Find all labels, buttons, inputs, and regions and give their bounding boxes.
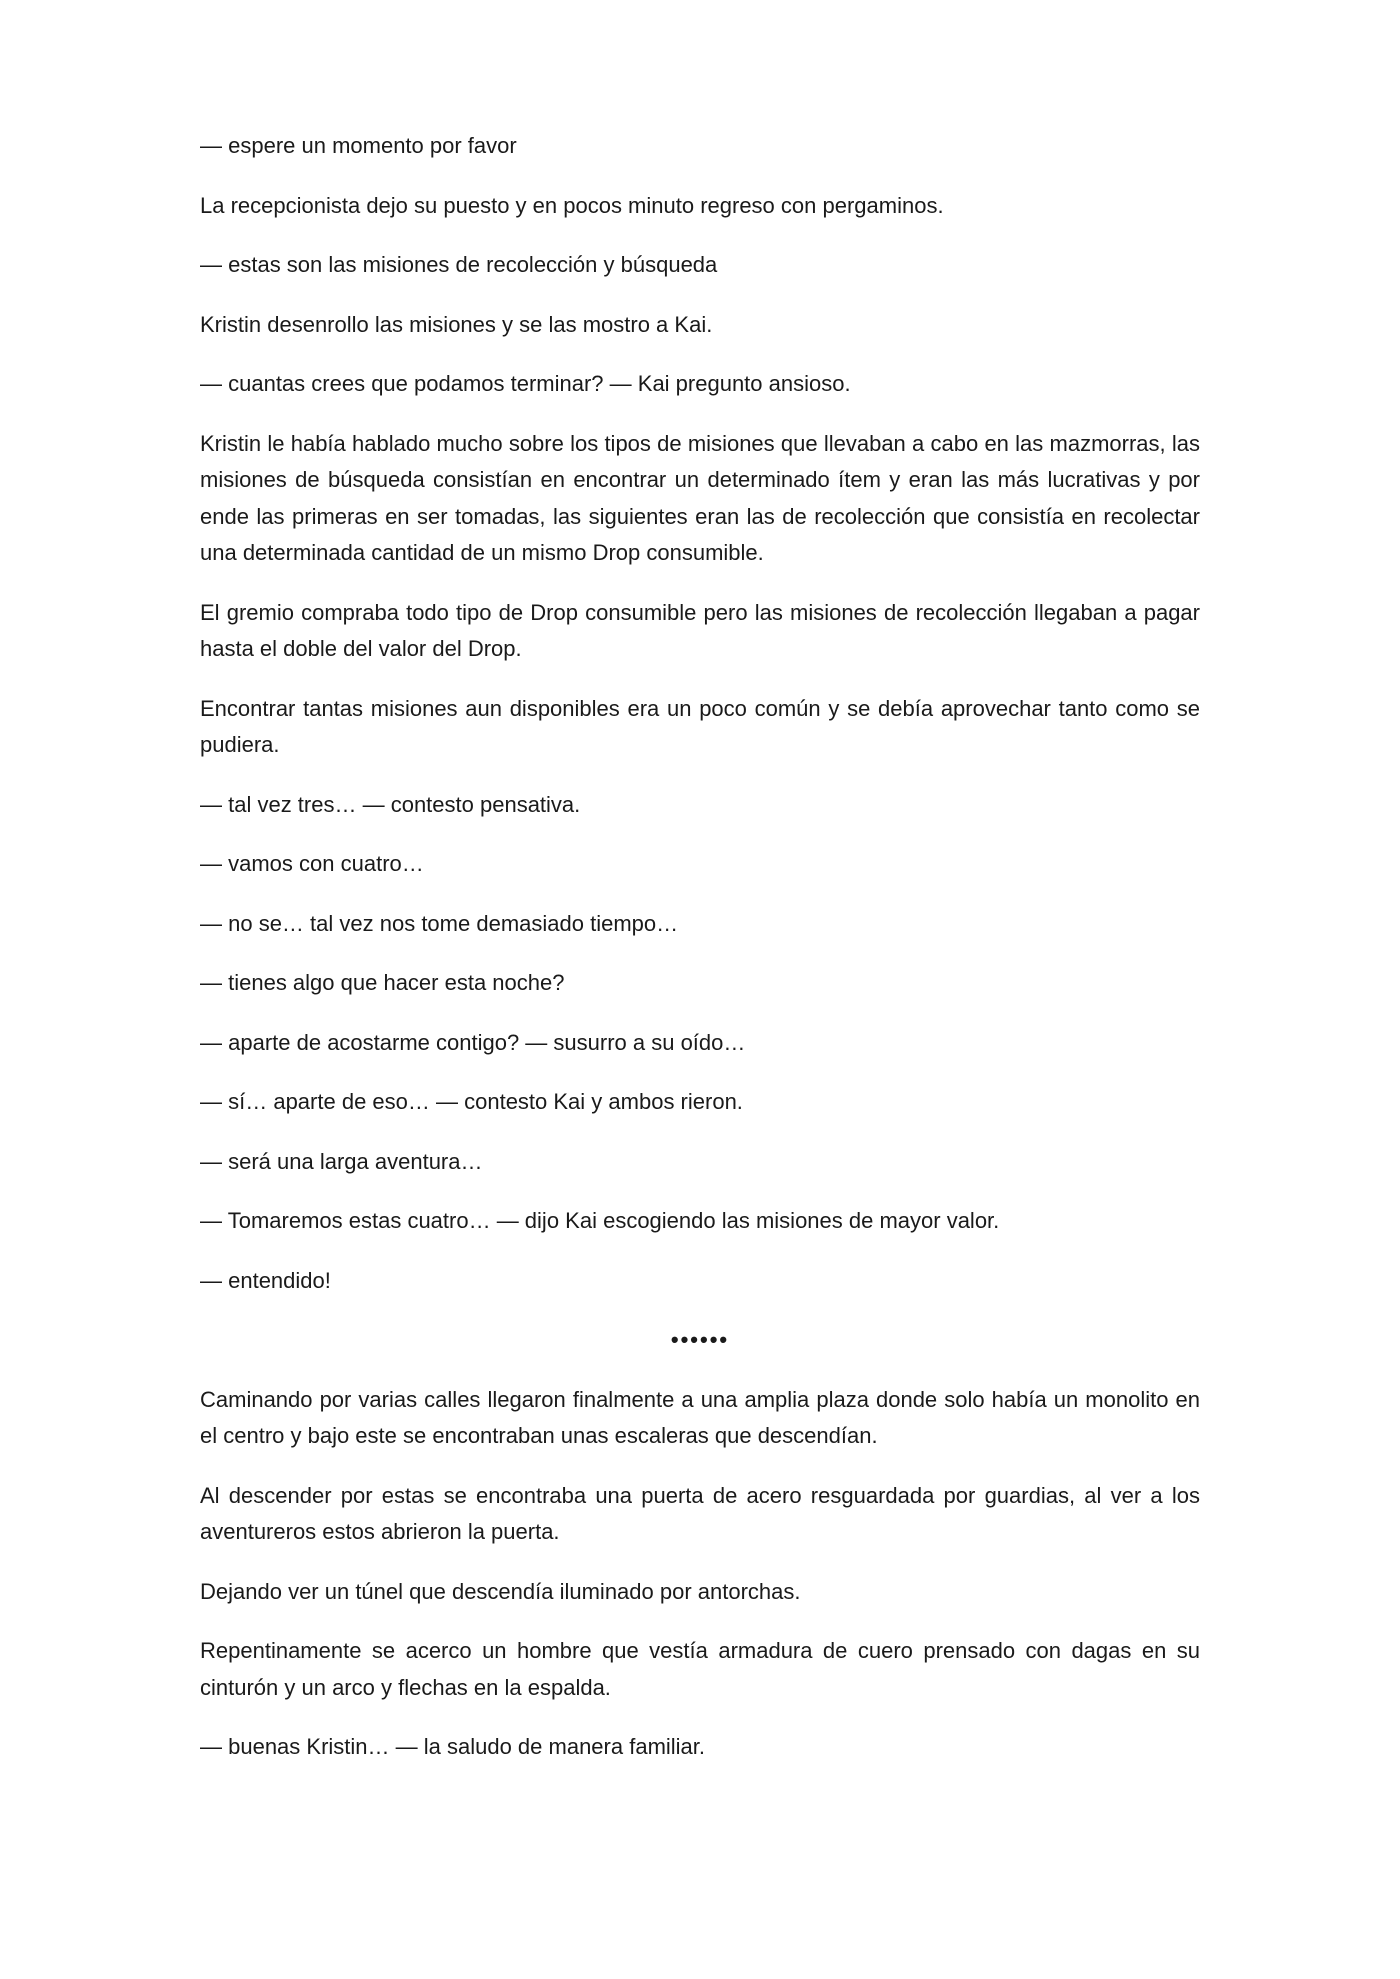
dialogue-line: — aparte de acostarme contigo? — susurro a su oído… (200, 1029, 746, 1055)
dialogue-line: — tal vez tres… — contesto pensativa. (200, 791, 581, 817)
dialogue-line: — espere un momento por favor (200, 133, 517, 158)
dialogue-line: — estas son las misiones de recolección y búsqueda (200, 252, 718, 277)
narration-paragraph: Kristin desenrollo las misiones y se las mostro a Kai. (200, 311, 713, 337)
document-body (200, 128, 1200, 1789)
narration-paragraph: El gremio compraba todo tipo de Drop consumible pero las misiones de recolección llegaban a pagar hasta el doble del valor del Drop. (200, 599, 1200, 661)
narration-paragraph: Repentinamente se acerco un hombre que vestía armadura de cuero prensado con dagas en su cinturón y un arco y flechas en la espalda. (200, 1638, 1200, 1700)
scene-break-separator: •••••• (670, 1327, 730, 1352)
narration-paragraph: Encontrar tantas misiones aun disponibles era un poco común y se debía aprovechar tanto como se pudiera. (200, 695, 1200, 757)
narration-paragraph: Kristin le había hablado mucho sobre los tipos de misiones que llevaban a cabo en las mazmorras, las misiones de búsqueda consistían en encontrar un determinado ítem y eran las más lucrativas y por ende las primeras en ser tomadas, las siguientes eran las de recolección que consistía en recolectar una determinada cantidad de un mismo Drop consumible. (200, 430, 1200, 565)
narration-paragraph: La recepcionista dejo su puesto y en pocos minuto regreso con pergaminos. (200, 192, 944, 218)
dialogue-line: — tienes algo que hacer esta noche? (200, 970, 565, 995)
dialogue-line: — sí… aparte de eso… — contesto Kai y ambos rieron. (200, 1089, 743, 1114)
dialogue-line: — entendido! (200, 1267, 331, 1293)
dialogue-line: — no se… tal vez nos tome demasiado tiempo… (200, 910, 679, 936)
dialogue-line: — Tomaremos estas cuatro… — dijo Kai escogiendo las misiones de mayor valor. (200, 1208, 1000, 1233)
narration-paragraph: Caminando por varias calles llegaron finalmente a una amplia plaza donde solo había un monolito en el centro y bajo este se encontraban unas escaleras que descendían. (200, 1386, 1200, 1448)
dialogue-line: — cuantas crees que podamos terminar? — Kai pregunto ansioso. (200, 371, 851, 396)
dialogue-line: — será una larga aventura… (200, 1148, 483, 1174)
narration-paragraph: Dejando ver un túnel que descendía iluminado por antorchas. (200, 1578, 801, 1604)
dialogue-line: — buenas Kristin… — la saludo de manera familiar. (200, 1734, 706, 1759)
narration-paragraph: Al descender por estas se encontraba una puerta de acero resguardada por guardias, al ver a los aventureros estos abrieron la puerta. (200, 1482, 1200, 1544)
dialogue-line: — vamos con cuatro… (200, 851, 424, 876)
